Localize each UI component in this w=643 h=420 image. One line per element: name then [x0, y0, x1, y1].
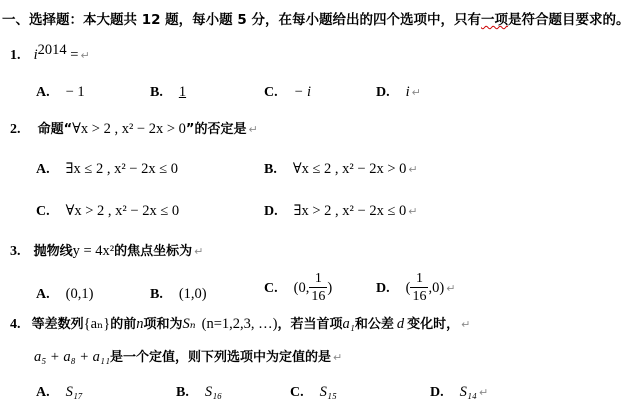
- option-text: (1,0): [178, 286, 207, 302]
- q4-option-a[interactable]: [36, 381, 83, 401]
- q1-option-a[interactable]: [36, 81, 85, 101]
- q4-text: 和公差: [354, 317, 394, 332]
- question-4-line-2: [34, 346, 342, 366]
- fraction: [410, 270, 428, 305]
- option-label: C.: [36, 204, 50, 219]
- paragraph-mark: ↵: [408, 163, 418, 176]
- q1-option-c[interactable]: [264, 81, 311, 101]
- option-label: D.: [376, 85, 390, 100]
- fraction-denominator: 16: [412, 289, 427, 304]
- option-text: i: [405, 84, 410, 100]
- option-text: S₁₇: [65, 384, 83, 400]
- option-text: (0,1): [65, 286, 94, 302]
- q3-option-a[interactable]: [36, 283, 93, 303]
- q1-base: i: [33, 47, 38, 63]
- question-1: [10, 44, 90, 64]
- question-number: 4.: [10, 317, 21, 332]
- q3-option-d[interactable]: [376, 270, 455, 305]
- option-text: − 1: [65, 84, 85, 100]
- q4-sn: Sₙ: [182, 316, 196, 332]
- q1-exponent: 2014: [37, 42, 67, 58]
- q4-range: (n=1,2,3, …): [201, 316, 278, 332]
- title-text-1: 一、选择题：本大题共 12 题，每小题 5 分，在每小题给出的四个选项中，只有: [2, 12, 481, 28]
- option-label: A.: [36, 162, 50, 177]
- paragraph-mark: ↵: [80, 49, 90, 62]
- option-text: S₁₅: [319, 384, 337, 400]
- q2-statement: ∀x > 2 , x² − 2x > 0: [72, 121, 186, 137]
- option-label: B.: [264, 162, 277, 177]
- paragraph-mark: ↵: [411, 86, 421, 99]
- q4-option-d[interactable]: [430, 381, 488, 401]
- option-text: ∃x > 2 , x² − 2x ≤ 0: [293, 203, 407, 219]
- paragraph-mark: ↵: [478, 386, 489, 399]
- fraction: [309, 270, 327, 305]
- q2-prefix: 命题“: [37, 122, 73, 137]
- q3-option-c[interactable]: [264, 270, 332, 305]
- option-text: S₁₆: [204, 384, 223, 400]
- option-text: 1: [178, 84, 187, 100]
- q2-option-c[interactable]: [36, 200, 179, 220]
- q4-text: ，若当首项: [277, 317, 343, 332]
- q2-option-a[interactable]: [36, 158, 178, 178]
- q3-prefix: 抛物线: [33, 244, 73, 259]
- q2-option-d[interactable]: [264, 200, 418, 220]
- q3-suffix: 的焦点坐标为: [114, 244, 193, 259]
- q3-option-b[interactable]: [150, 283, 207, 303]
- question-number: 1.: [10, 48, 21, 63]
- option-label: B.: [150, 85, 163, 100]
- option-label: D.: [430, 385, 444, 400]
- option-text: ∃x ≤ 2 , x² − 2x ≤ 0: [65, 161, 179, 177]
- option-text-pre: (: [405, 280, 411, 296]
- option-label: D.: [264, 204, 278, 219]
- title-text-2: 是符合题目要求的。: [507, 12, 630, 28]
- q4-text: 项和为: [143, 317, 183, 332]
- q4-option-c[interactable]: [290, 381, 337, 401]
- question-4: [10, 313, 470, 333]
- option-label: A.: [36, 85, 50, 100]
- q4-text: 是一个定值，则下列选项中为定值的是: [109, 350, 331, 365]
- title-text-squiggle: 一项: [480, 12, 508, 28]
- paragraph-mark: ↵: [333, 351, 343, 364]
- q4-d: d: [396, 316, 405, 332]
- q4-expression: a₅ + a₈ + a₁₁: [34, 349, 110, 365]
- option-text: − i: [293, 84, 312, 100]
- q4-sequence: {aₙ}: [83, 316, 111, 332]
- option-label: A.: [36, 385, 50, 400]
- question-number: 2.: [10, 122, 21, 137]
- option-text: S₁₄: [459, 384, 477, 400]
- q4-a1: a₁: [342, 316, 355, 332]
- q4-option-b[interactable]: [176, 381, 222, 401]
- option-text: ∀x > 2 , x² − 2x ≤ 0: [65, 203, 180, 219]
- q1-option-d[interactable]: [376, 81, 421, 101]
- paragraph-mark: ↵: [248, 123, 258, 136]
- q4-text: 等差数列: [31, 317, 84, 332]
- option-label: B.: [176, 385, 189, 400]
- fraction-numerator: 1: [410, 270, 428, 288]
- q4-text: 变化时，: [407, 317, 460, 332]
- section-title: [2, 8, 629, 28]
- option-label: A.: [36, 287, 50, 302]
- option-label: C.: [264, 85, 278, 100]
- question-2: [10, 118, 258, 138]
- option-text-pre: (0,: [293, 280, 310, 296]
- paragraph-mark: ↵: [194, 245, 204, 258]
- paragraph-mark: ↵: [461, 318, 471, 331]
- fraction-denominator: 16: [311, 289, 326, 304]
- option-label: C.: [264, 281, 278, 296]
- paragraph-mark: ↵: [446, 282, 456, 295]
- q4-n: n: [136, 316, 144, 332]
- option-label: D.: [376, 281, 390, 296]
- q1-tail: =: [66, 47, 79, 63]
- q2-option-b[interactable]: [264, 158, 418, 178]
- fraction-numerator: 1: [309, 270, 327, 288]
- option-text: ∀x ≤ 2 , x² − 2x > 0: [292, 161, 407, 177]
- q4-text: 的前: [110, 317, 137, 332]
- option-label: C.: [290, 385, 304, 400]
- option-label: B.: [150, 287, 163, 302]
- paragraph-mark: ↵: [408, 205, 418, 218]
- question-number: 3.: [10, 244, 21, 259]
- q1-option-b[interactable]: [150, 81, 186, 101]
- q2-suffix: ”的否定是: [185, 122, 247, 137]
- question-3: [10, 240, 203, 260]
- q3-equation: y = 4x²: [72, 243, 115, 259]
- option-text-post: ): [327, 280, 333, 296]
- option-text-post: ,0): [428, 280, 445, 296]
